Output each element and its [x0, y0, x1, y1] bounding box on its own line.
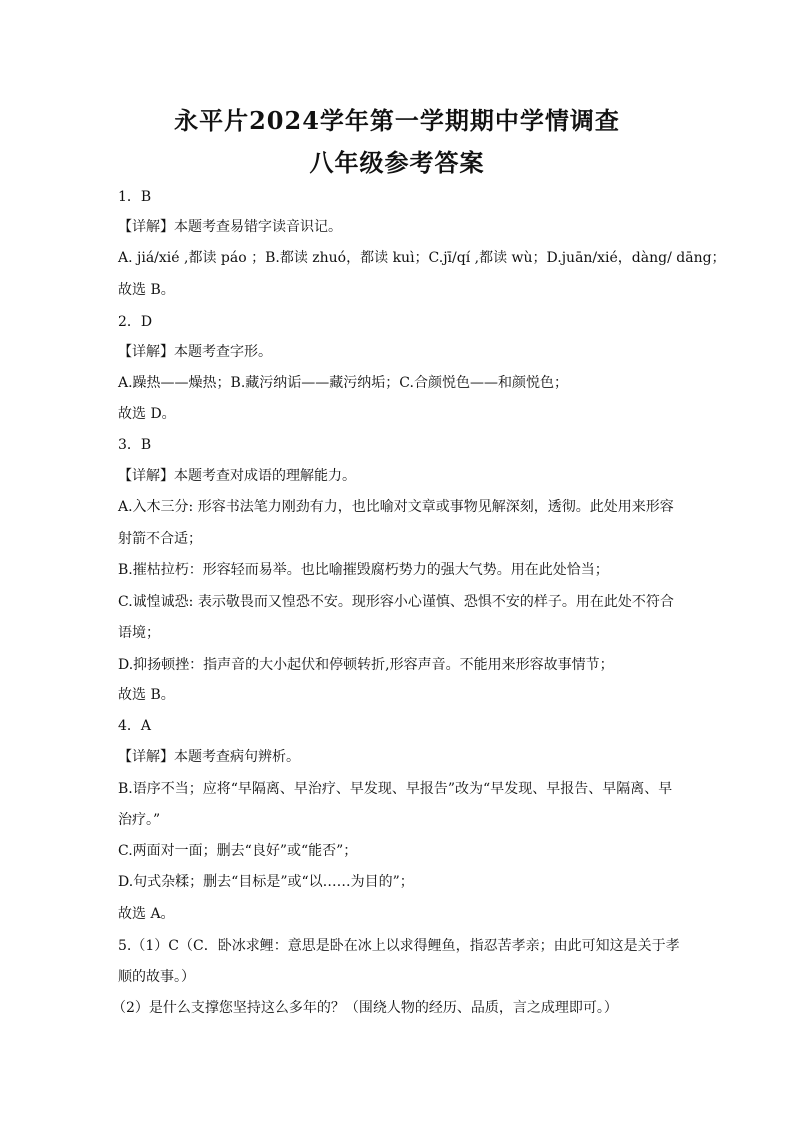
explanation-line: 治疗。” [118, 812, 161, 828]
explanation-heading: 【详解】本题考查易错字读音识记。 [118, 219, 342, 235]
document-subtitle: 八年级参考答案 [309, 148, 485, 177]
answer-line: 5.（1）C（C．卧冰求鲤：意思是卧在冰上以求得鲤鱼，指忍苦孝亲；由此可知这是关于孝 [118, 938, 680, 954]
explanation-line: A.入木三分: 形容书法笔力刚劲有力，也比喻对文章或事物见解深刻，透彻。此处用来形容 [118, 499, 674, 515]
explanation-heading: 【详解】本题考查病句辨析。 [118, 749, 300, 765]
document-title: 永平片2024学年第一学期期中学情调查 [174, 106, 620, 135]
explanation-line: 射箭不合适； [118, 531, 202, 547]
explanation-line: B.摧枯拉朽：形容轻而易举。也比喻摧毁腐朽势力的强大气势。用在此处恰当； [118, 562, 609, 578]
explanation-line: A.躁热——燥热；B.藏污纳诟——藏污纳垢；C.合颜悦色——和颜悦色； [118, 375, 568, 391]
explanation-heading: 【详解】本题考查对成语的理解能力。 [118, 468, 356, 484]
explanation-line: 语境； [118, 625, 160, 641]
explanation-line: C.两面对一面；删去“良好”或“能否”； [118, 843, 358, 859]
answer-number: 2．D [118, 314, 153, 330]
explanation-line: C.诚惶诚恐: 表示敬畏而又惶恐不安。现形容小心谨慎、恐惧不安的样子。用在此处不符合 [118, 594, 674, 610]
answer-conclusion: 故选 B。 [118, 687, 175, 703]
explanation-line: B.语序不当；应将“早隔离、早治疗、早发现、早报告”改为“早发现、早报告、早隔离、早 [118, 781, 673, 797]
answer-conclusion: 故选 B。 [118, 282, 175, 298]
answer-conclusion: 故选 A。 [118, 906, 175, 922]
answer-conclusion: 故选 D。 [118, 406, 176, 422]
answer-number: 4．A [118, 718, 152, 734]
answer-number: 1．B [118, 189, 152, 205]
explanation-line: D.抑扬顿挫：指声音的大小起伏和停顿转折,形容声音。不能用来形容故事情节； [118, 657, 614, 673]
explanation-line: D.句式杂糅；删去“目标是”或“以……为目的”； [118, 874, 414, 890]
answer-line: （2）是什么支撑您坚持这么多年的？（围绕人物的经历、品质，言之成理即可。） [112, 1000, 618, 1016]
answer-number: 3．B [118, 437, 152, 453]
answer-line: 顺的故事。） [118, 969, 195, 985]
explanation-heading: 【详解】本题考查字形。 [118, 344, 272, 360]
explanation-line: A. jiá/xié ,都读 páo ；B.都读 zhuó，都读 kuì；C.jī/qí ,都读 wù；D.juān/xié，dàng/ dāng； [118, 250, 726, 266]
